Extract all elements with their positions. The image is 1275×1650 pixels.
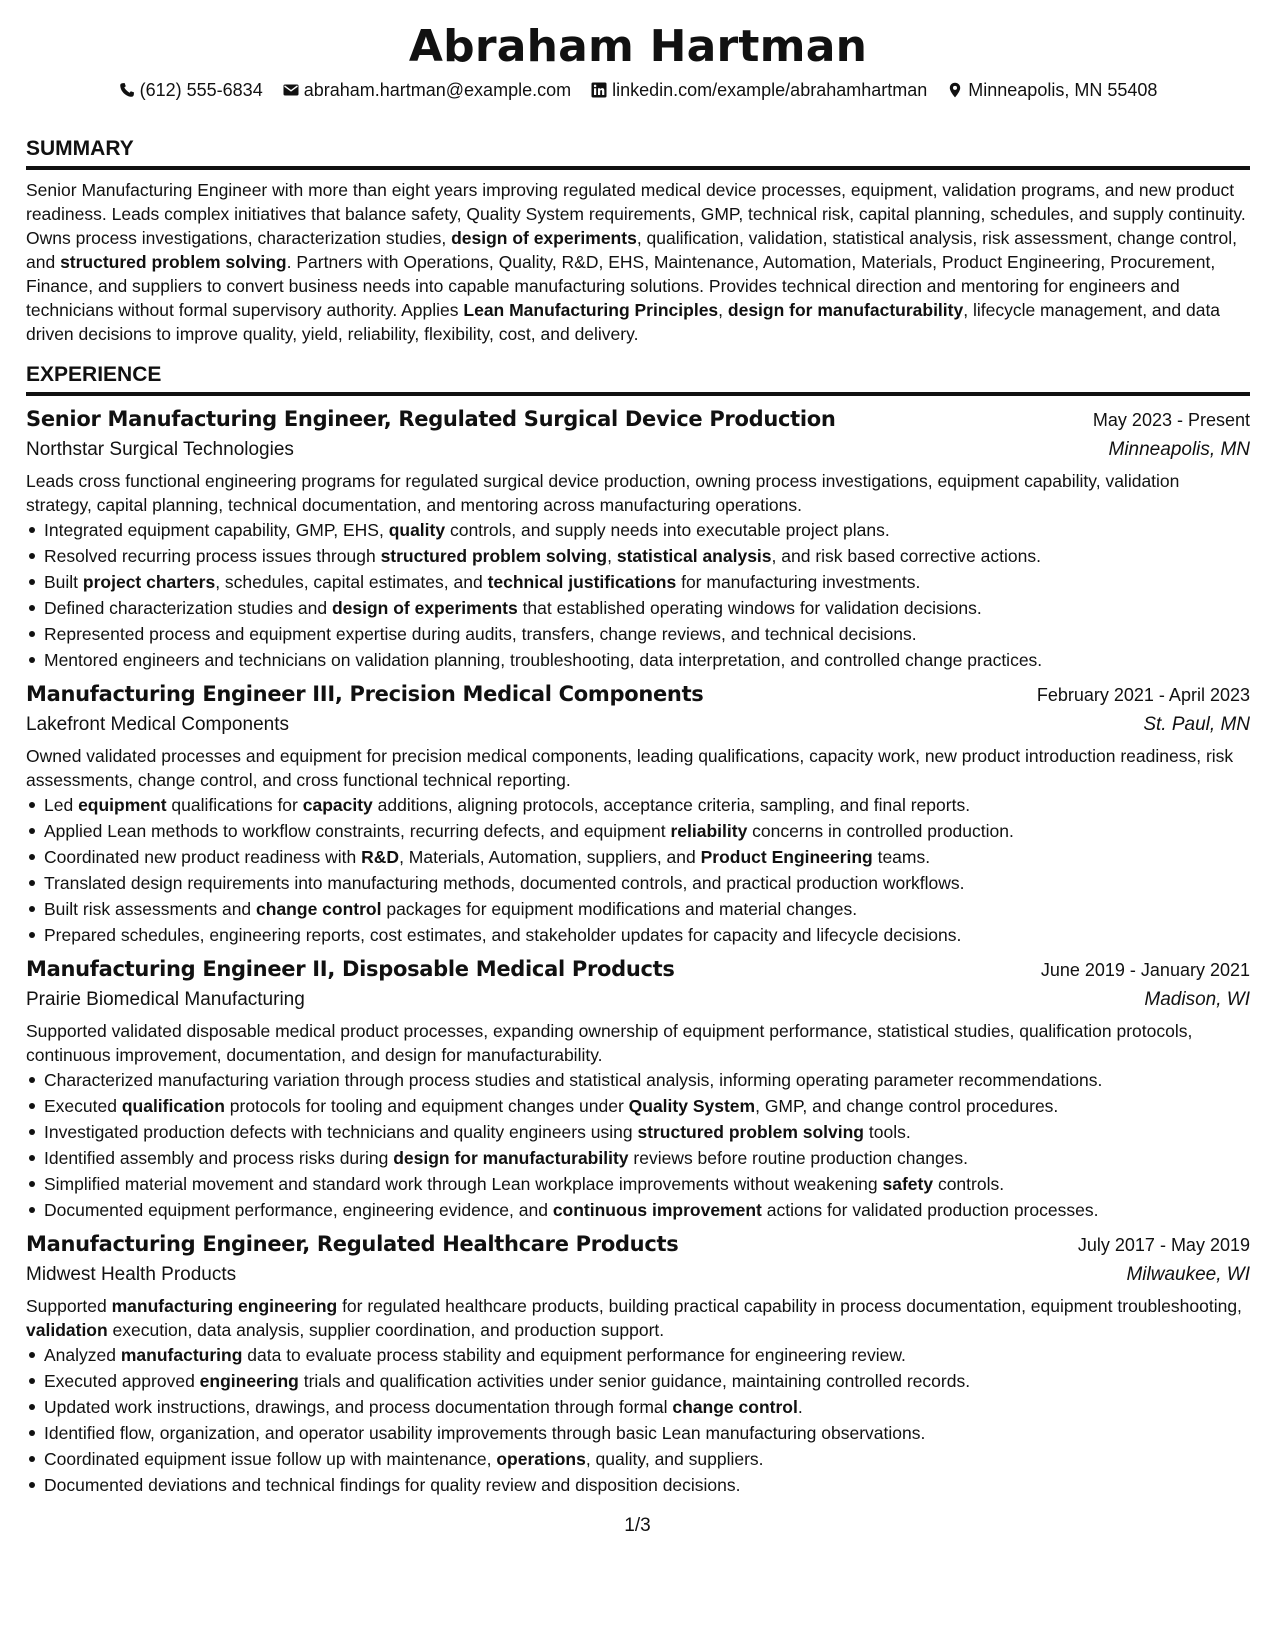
job-bullet: Represented process and equipment expertise during audits, transfers, change reviews, and technical decisions.	[44, 621, 1250, 647]
summary-section	[26, 136, 1250, 346]
job-bullet: Mentored engineers and technicians on validation planning, troubleshooting, data interpretation, and controlled change practices.	[44, 647, 1250, 673]
job-subheader	[26, 435, 1250, 465]
job-bullet: Coordinated new product readiness with R&D, Materials, Automation, suppliers, and Product Engineering teams.	[44, 844, 1250, 870]
job-bullet: Integrated equipment capability, GMP, EHS, quality controls, and supply needs into executable project plans.	[44, 517, 1250, 543]
job-bullet: Characterized manufacturing variation through process studies and statistical analysis, informing operating parameter recommendations.	[44, 1067, 1250, 1093]
job-header	[26, 1229, 1250, 1260]
section-title-summary: SUMMARY	[26, 137, 134, 160]
job-description: Supported validated disposable medical product processes, expanding ownership of equipment performance, statistical studies, qualification protocols, continuous improvement, documentation, and design for manufacturability.	[26, 1021, 1193, 1065]
contact-email[interactable]	[283, 78, 571, 102]
job-bullets	[26, 517, 1250, 673]
job-bullets	[26, 1342, 1250, 1498]
job-bullet: Executed qualification protocols for tooling and equipment changes under Quality System, GMP, and change control procedures.	[44, 1093, 1250, 1119]
job-dates: May 2023 - Present	[1092, 410, 1250, 430]
mail-icon	[283, 82, 299, 98]
job-location: St. Paul, MN	[1143, 714, 1250, 735]
company-name: Northstar Surgical Technologies	[26, 439, 294, 460]
job-bullet: Prepared schedules, engineering reports, cost estimates, and stakeholder updates for capacity and lifecycle decisions.	[44, 922, 1250, 948]
page-number: 1/3	[624, 1515, 651, 1536]
job-title: Manufacturing Engineer II, Disposable Medical Products	[26, 957, 675, 981]
contact-linkedin[interactable]	[591, 78, 927, 102]
job-description: Owned validated processes and equipment for precision medical components, leading qualifications, capacity work, new product introduction readiness, risk assessments, change control, and cross functional technical reporting.	[26, 746, 1234, 790]
contact-location	[947, 78, 1157, 102]
job-bullet: Documented equipment performance, engineering evidence, and continuous improvement actions for validated production processes.	[44, 1197, 1250, 1223]
resume-page	[26, 0, 1250, 1504]
job-description: Leads cross functional engineering programs for regulated surgical device production, owning process investigations, equipment capability, validation strategy, capital planning, technical documentation, and mentoring across manufacturing operations.	[26, 471, 1180, 515]
job-bullet: Simplified material movement and standard work through Lean workplace improvements without weakening safety controls.	[44, 1171, 1250, 1197]
summary-text: Senior Manufacturing Engineer with more than eight years improving regulated medical device processes, equipment, validation programs, and new product readiness. Leads complex initiatives that balance safety, Quality System requirements, GMP, technical risk, capital planning, schedules, and supply continuity. Owns process investigations, characterization studies, design of experiments, qualification, validation, statistical analysis, risk assessment, change control, and structured problem solving. Partners with Operations, Quality, R&D, EHS, Maintenance, Automation, Materials, Product Engineering, Procurement, Finance, and suppliers to convert business needs into capable manufacturing solutions. Provides technical direction and mentoring for engineers and technicians without formal supervisory authority. Applies Lean Manufacturing Principles, design for manufacturability, lifecycle management, and data driven decisions to improve quality, yield, reliability, flexibility, cost, and delivery.	[26, 180, 1246, 344]
job-bullet: Documented deviations and technical findings for quality review and disposition decisions.	[44, 1472, 1250, 1498]
job-header	[26, 679, 1250, 710]
job-bullet: Built project charters, schedules, capital estimates, and technical justifications for manufacturing investments.	[44, 569, 1250, 595]
linkedin-text[interactable]: linkedin.com/example/abrahamhartman	[612, 80, 928, 100]
job-bullet: Built risk assessments and change control packages for equipment modifications and material changes.	[44, 896, 1250, 922]
job-header	[26, 404, 1250, 435]
job-bullet: Applied Lean methods to workflow constraints, recurring defects, and equipment reliability concerns in controlled production.	[44, 818, 1250, 844]
section-title-experience: EXPERIENCE	[26, 363, 162, 386]
linkedin-icon	[591, 82, 607, 98]
job-dates: February 2021 - April 2023	[1036, 685, 1250, 705]
job-title: Manufacturing Engineer, Regulated Healthcare Products	[26, 1232, 679, 1256]
job-bullet: Defined characterization studies and design of experiments that established operating windows for validation decisions.	[44, 595, 1250, 621]
job-title: Manufacturing Engineer III, Precision Medical Components	[26, 682, 704, 706]
job-bullet: Updated work instructions, drawings, and process documentation through formal change control.	[44, 1394, 1250, 1420]
job-bullet: Translated design requirements into manufacturing methods, documented controls, and practical production workflows.	[44, 870, 1250, 896]
phone-text: (612) 555-6834	[139, 80, 263, 100]
job-bullet: Resolved recurring process issues through structured problem solving, statistical analysis, and risk based corrective actions.	[44, 543, 1250, 569]
job-bullet: Identified flow, organization, and operator usability improvements through basic Lean manufacturing observations.	[44, 1420, 1250, 1446]
job-bullet: Coordinated equipment issue follow up with maintenance, operations, quality, and suppliers.	[44, 1446, 1250, 1472]
job-bullet: Led equipment qualifications for capacity additions, aligning protocols, acceptance criteria, sampling, and final reports.	[44, 792, 1250, 818]
phone-icon	[119, 82, 135, 98]
candidate-name: Abraham Hartman	[408, 21, 868, 72]
section-divider	[26, 166, 1250, 170]
job-description: Supported manufacturing engineering for regulated healthcare products, building practical capability in process documentation, equipment troubleshooting, validation execution, data analysis, supplier coordination, and production support.	[26, 1296, 1242, 1340]
job-entry	[26, 679, 1250, 948]
job-bullets	[26, 1067, 1250, 1223]
experience-section	[26, 362, 1250, 1498]
map-pin-icon	[947, 82, 963, 98]
job-dates: June 2019 - January 2021	[1040, 960, 1250, 980]
location-text: Minneapolis, MN 55408	[968, 80, 1158, 100]
job-dates: July 2017 - May 2019	[1077, 1235, 1250, 1255]
job-bullet: Executed approved engineering trials and qualification activities under senior guidance, maintaining controlled records.	[44, 1368, 1250, 1394]
job-list	[26, 404, 1250, 1498]
job-entry	[26, 404, 1250, 673]
contact-bar	[26, 78, 1250, 102]
job-entry	[26, 1229, 1250, 1498]
job-title: Senior Manufacturing Engineer, Regulated Surgical Device Production	[26, 407, 836, 431]
job-location: Milwaukee, WI	[1126, 1264, 1250, 1285]
job-subheader	[26, 1260, 1250, 1290]
contact-phone	[119, 78, 263, 102]
job-location: Minneapolis, MN	[1108, 439, 1250, 460]
section-divider	[26, 392, 1250, 396]
job-header	[26, 954, 1250, 985]
email-text[interactable]: abraham.hartman@example.com	[303, 80, 572, 100]
job-location: Madison, WI	[1144, 989, 1250, 1010]
job-bullets	[26, 792, 1250, 948]
job-bullet: Analyzed manufacturing data to evaluate process stability and equipment performance for engineering review.	[44, 1342, 1250, 1368]
job-subheader	[26, 985, 1250, 1015]
job-bullet: Investigated production defects with technicians and quality engineers using structured problem solving tools.	[44, 1119, 1250, 1145]
company-name: Midwest Health Products	[26, 1264, 237, 1285]
company-name: Lakefront Medical Components	[26, 714, 289, 735]
job-entry	[26, 954, 1250, 1223]
job-bullet: Identified assembly and process risks during design for manufacturability reviews before routine production changes.	[44, 1145, 1250, 1171]
company-name: Prairie Biomedical Manufacturing	[26, 989, 305, 1010]
job-subheader	[26, 710, 1250, 740]
